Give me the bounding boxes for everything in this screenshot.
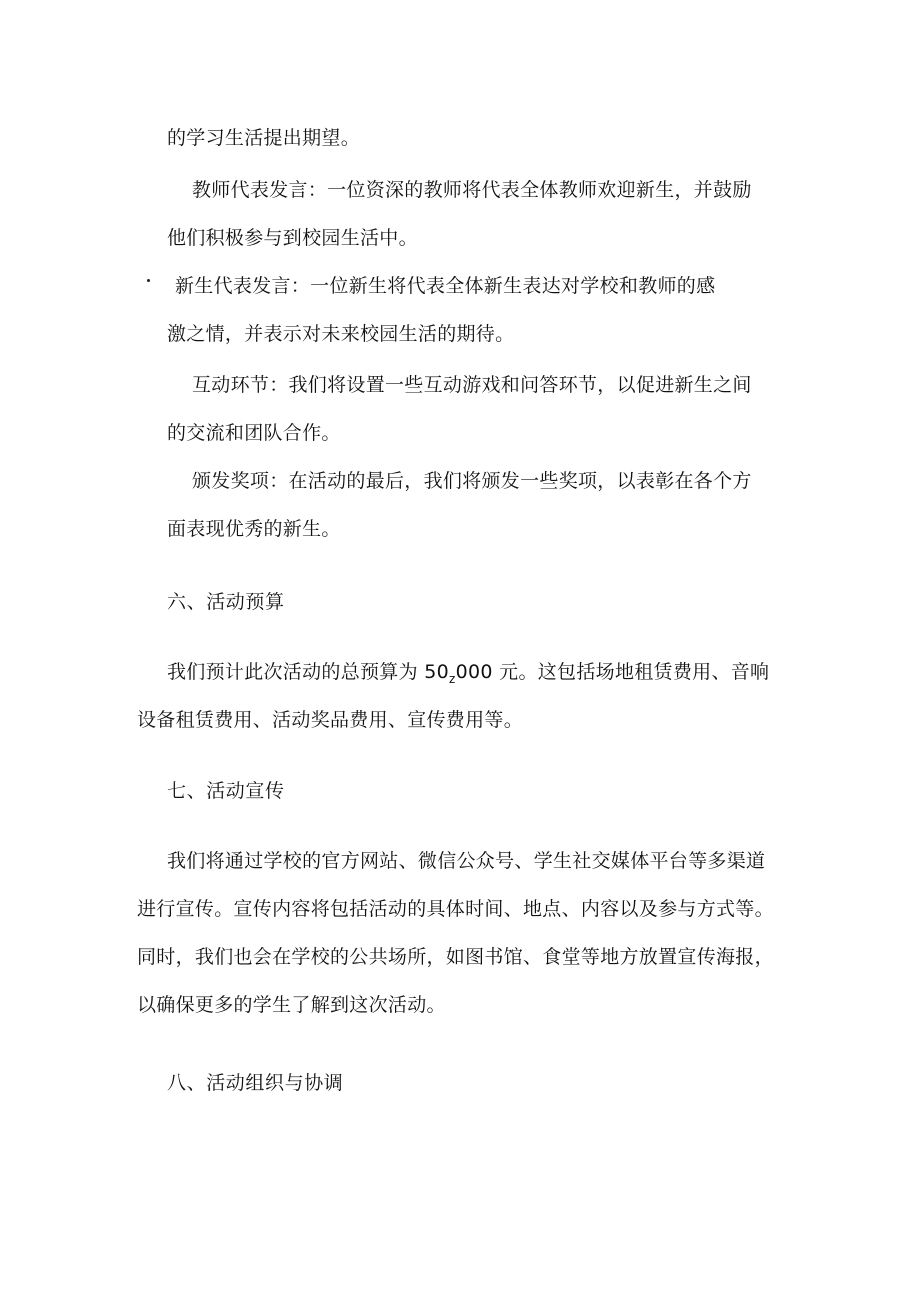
budget-text-post: 000 元。这包括场地租赁费用、音响 [455,661,770,683]
paragraph-line: 的交流和团队合作。 [167,422,341,444]
paragraph-line: 互动环节：我们将设置一些互动游戏和问答环节，以促进新生之间 [192,374,752,396]
bullet-dot-icon [147,279,150,282]
budget-line-2: 设备租赁费用、活动奖品费用、宣传费用等。 [137,709,524,731]
paragraph-line: 颁发奖项：在活动的最后，我们将颁发一些奖项，以表彰在各个方 [192,470,752,492]
promotion-line-1: 我们将通过学校的官方网站、微信公众号、学生社交媒体平台等多渠道 [167,850,766,872]
paragraph-line: 他们积极参与到校园生活中。 [167,227,418,249]
section-heading-budget: 六、活动预算 [167,591,285,613]
paragraph-line: 新生代表发言：一位新生将代表全体新生表达对学校和教师的感 [175,275,716,297]
budget-text-pre: 我们预计此次活动的总预算为 50 [167,661,450,683]
section-heading-promotion: 七、活动宣传 [167,780,285,802]
paragraph-line: 激之情，并表示对未来校园生活的期待。 [167,323,515,345]
promotion-line-4: 以确保更多的学生了解到这次活动。 [137,994,446,1016]
paragraph-line: 教师代表发言：一位资深的教师将代表全体教师欢迎新生，并鼓励 [192,179,752,201]
budget-line-1 [167,660,769,686]
section-heading-organization: 八、活动组织与协调 [167,1072,344,1094]
promotion-line-2: 进行宣传。宣传内容将包括活动的具体时间、地点、内容以及参与方式等。 [137,898,774,920]
promotion-line-3: 同时，我们也会在学校的公共场所，如图书馆、食堂等地方放置宣传海报， [137,946,774,968]
paragraph-line: 面表现优秀的新生。 [167,518,341,540]
paragraph-line: 的学习生活提出期望。 [167,127,361,149]
budget-text-sub: z [449,672,456,686]
